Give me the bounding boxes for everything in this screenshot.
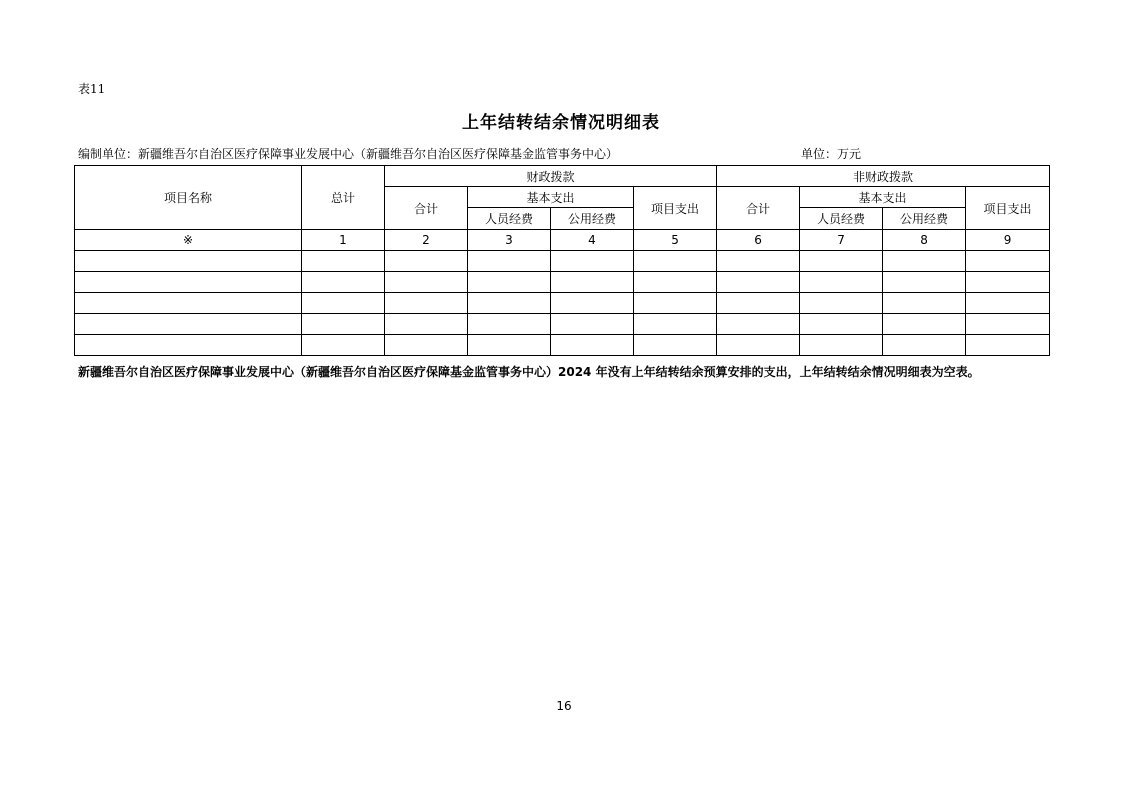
index-cell: 5 xyxy=(634,230,717,251)
empty-cell xyxy=(302,251,385,272)
empty-cell xyxy=(302,293,385,314)
header-nonfiscal-group: 非财政拨款 xyxy=(717,166,1050,187)
empty-cell xyxy=(385,293,468,314)
empty-cell xyxy=(75,251,302,272)
empty-cell xyxy=(717,314,800,335)
empty-cell xyxy=(883,335,966,356)
empty-cell xyxy=(75,272,302,293)
header-fiscal-public: 公用经费 xyxy=(551,208,634,230)
empty-cell xyxy=(385,314,468,335)
index-cell: 1 xyxy=(302,230,385,251)
empty-cell xyxy=(966,314,1050,335)
table-number: 表11 xyxy=(78,82,106,96)
empty-cell xyxy=(468,335,551,356)
header-fiscal-basic: 基本支出 xyxy=(468,187,634,208)
page-title: 上年结转结余情况明细表 xyxy=(462,113,660,133)
empty-cell xyxy=(385,272,468,293)
table-row xyxy=(75,314,1050,335)
empty-cell xyxy=(551,293,634,314)
empty-cell xyxy=(468,293,551,314)
empty-cell xyxy=(385,251,468,272)
empty-cell xyxy=(75,293,302,314)
empty-cell xyxy=(717,251,800,272)
table-row xyxy=(75,251,1050,272)
index-cell: 2 xyxy=(385,230,468,251)
table-row xyxy=(75,335,1050,356)
empty-cell xyxy=(717,335,800,356)
header-row-1 xyxy=(75,166,1050,187)
header-fiscal-subtotal: 合计 xyxy=(385,187,468,230)
empty-cell xyxy=(883,314,966,335)
empty-cell xyxy=(75,314,302,335)
empty-cell xyxy=(302,314,385,335)
empty-cell xyxy=(966,335,1050,356)
empty-cell xyxy=(468,272,551,293)
header-nonfiscal-project: 项目支出 xyxy=(966,187,1050,230)
index-cell: 8 xyxy=(883,230,966,251)
table-row xyxy=(75,272,1050,293)
empty-cell xyxy=(883,251,966,272)
currency-unit: 单位：万元 xyxy=(801,147,862,161)
header-fiscal-project: 项目支出 xyxy=(634,187,717,230)
empty-cell xyxy=(717,272,800,293)
header-total: 总计 xyxy=(302,166,385,230)
empty-cell xyxy=(966,272,1050,293)
table-note: 新疆维吾尔自治区医疗保障事业发展中心（新疆维吾尔自治区医疗保障基金监管事务中心）2024 年没有上年结转结余预算安排的支出，上年结转结余情况明细表为空表。 xyxy=(78,365,980,379)
empty-cell xyxy=(634,293,717,314)
empty-cell xyxy=(634,314,717,335)
empty-cell xyxy=(800,293,883,314)
index-cell: ※ xyxy=(75,230,302,251)
table-row xyxy=(75,293,1050,314)
header-nonfiscal-subtotal: 合计 xyxy=(717,187,800,230)
index-cell: 4 xyxy=(551,230,634,251)
empty-cell xyxy=(468,251,551,272)
index-cell: 9 xyxy=(966,230,1050,251)
empty-cell xyxy=(551,251,634,272)
index-cell: 3 xyxy=(468,230,551,251)
empty-cell xyxy=(717,293,800,314)
carryover-detail-table xyxy=(74,165,1050,356)
empty-cell xyxy=(468,314,551,335)
empty-cell xyxy=(634,272,717,293)
empty-cell xyxy=(551,272,634,293)
empty-cell xyxy=(966,293,1050,314)
empty-cell xyxy=(634,335,717,356)
empty-cell xyxy=(883,272,966,293)
empty-cell xyxy=(75,335,302,356)
header-nonfiscal-personnel: 人员经费 xyxy=(800,208,883,230)
header-item-name: 项目名称 xyxy=(75,166,302,230)
header-nonfiscal-basic: 基本支出 xyxy=(800,187,966,208)
empty-cell xyxy=(302,335,385,356)
empty-cell xyxy=(551,335,634,356)
empty-cell xyxy=(800,335,883,356)
empty-cell xyxy=(800,251,883,272)
index-cell: 7 xyxy=(800,230,883,251)
page-number: 16 xyxy=(556,699,572,713)
header-fiscal-group: 财政拨款 xyxy=(385,166,717,187)
empty-cell xyxy=(634,251,717,272)
empty-cell xyxy=(800,314,883,335)
empty-cell xyxy=(302,272,385,293)
empty-cell xyxy=(966,251,1050,272)
index-cell: 6 xyxy=(717,230,800,251)
empty-cell xyxy=(385,335,468,356)
compiling-unit: 编制单位：新疆维吾尔自治区医疗保障事业发展中心（新疆维吾尔自治区医疗保障基金监管事务中心） xyxy=(78,147,619,161)
empty-cell xyxy=(551,314,634,335)
header-nonfiscal-public: 公用经费 xyxy=(883,208,966,230)
empty-cell xyxy=(800,272,883,293)
index-row xyxy=(75,230,1050,251)
header-fiscal-personnel: 人员经费 xyxy=(468,208,551,230)
empty-cell xyxy=(883,293,966,314)
